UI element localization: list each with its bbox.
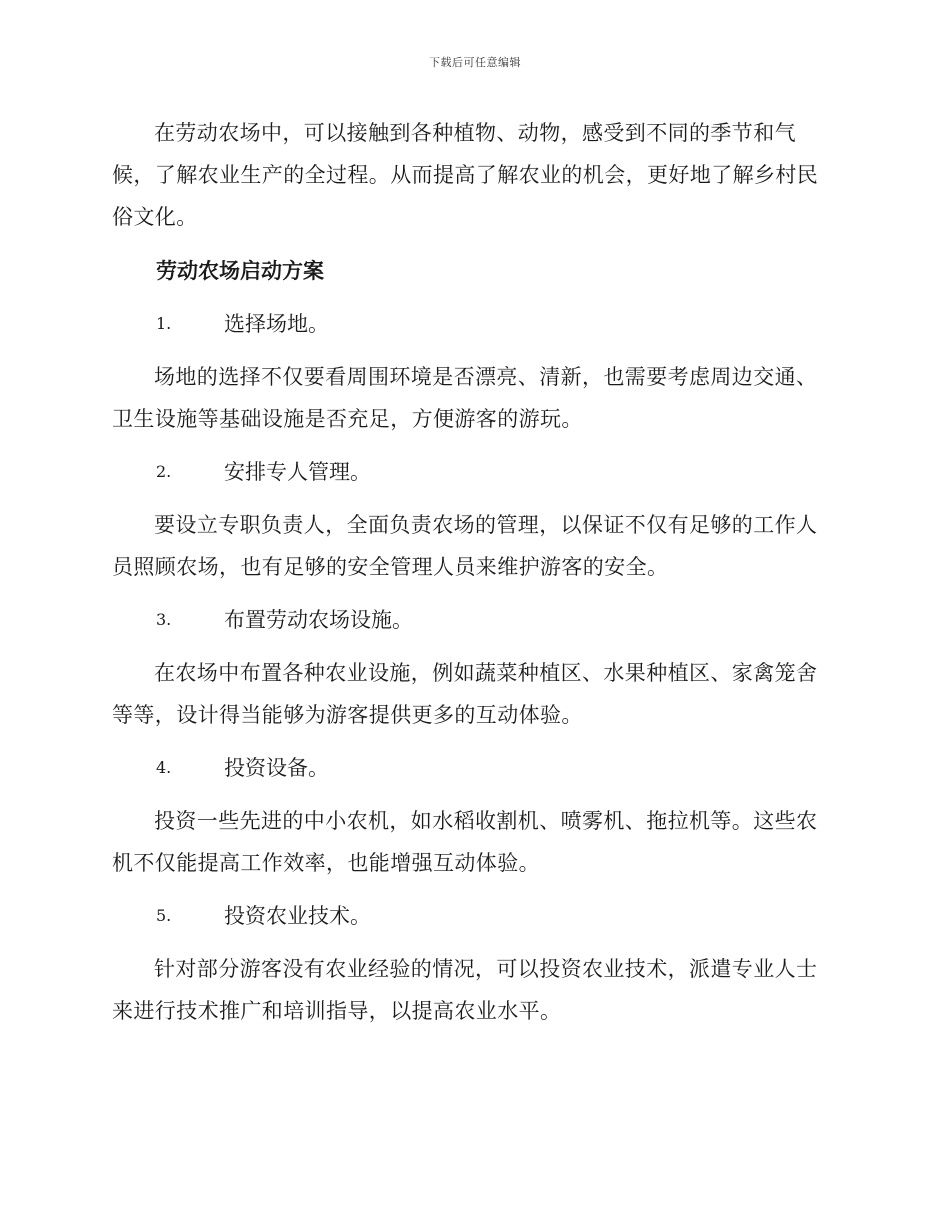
intro-paragraph: 在劳动农场中，可以接触到各种植物、动物，感受到不同的季节和气候，了解农业生产的全过程。从而提高了解农业的机会，更好地了解乡村民俗文化。 [112, 121, 819, 229]
item-paragraph-3: 在农场中布置各种农业设施，例如蔬菜种植区、水果种植区、家禽笼舍等等，设计得当能够为游客提供更多的互动体验。 [112, 661, 818, 727]
item-label: 投资农业技术。 [224, 904, 371, 928]
item-label: 选择场地。 [224, 312, 329, 336]
list-item-4 [112, 747, 832, 789]
list-item-3 [112, 599, 832, 641]
item-number: 2. [156, 462, 172, 481]
list-item-1 [112, 303, 832, 345]
item-paragraph-2: 要设立专职负责人，全面负责农场的管理，以保证不仅有足够的工作人员照顾农场，也有足够的安全管理人员来维护游客的安全。 [112, 513, 818, 579]
section-title: 劳动农场启动方案 [156, 259, 324, 283]
item-paragraph-1: 场地的选择不仅要看周围环境是否漂亮、清新，也需要考虑周边交通、卫生设施等基础设施是否充足，方便游客的游玩。 [112, 365, 818, 431]
item-number: 3. [156, 610, 172, 629]
item-number: 1. [156, 314, 172, 333]
item-paragraph-4: 投资一些先进的中小农机，如水稻收割机、喷雾机、拖拉机等。这些农机不仅能提高工作效率，也能增强互动体验。 [112, 809, 818, 875]
item-number: 5. [156, 906, 172, 925]
item-label: 布置劳动农场设施。 [224, 608, 413, 632]
item-label: 安排专人管理。 [224, 460, 371, 484]
item-label: 投资设备。 [224, 756, 329, 780]
list-item-5 [112, 895, 832, 937]
list-item-2 [112, 451, 832, 493]
document-body [112, 112, 832, 1032]
page-header: 下载后可任意编辑 [429, 56, 521, 69]
item-number: 4. [156, 758, 172, 777]
item-paragraph-5: 针对部分游客没有农业经验的情况，可以投资农业技术，派遣专业人士来进行技术推广和培训指导，以提高农业水平。 [112, 957, 818, 1023]
